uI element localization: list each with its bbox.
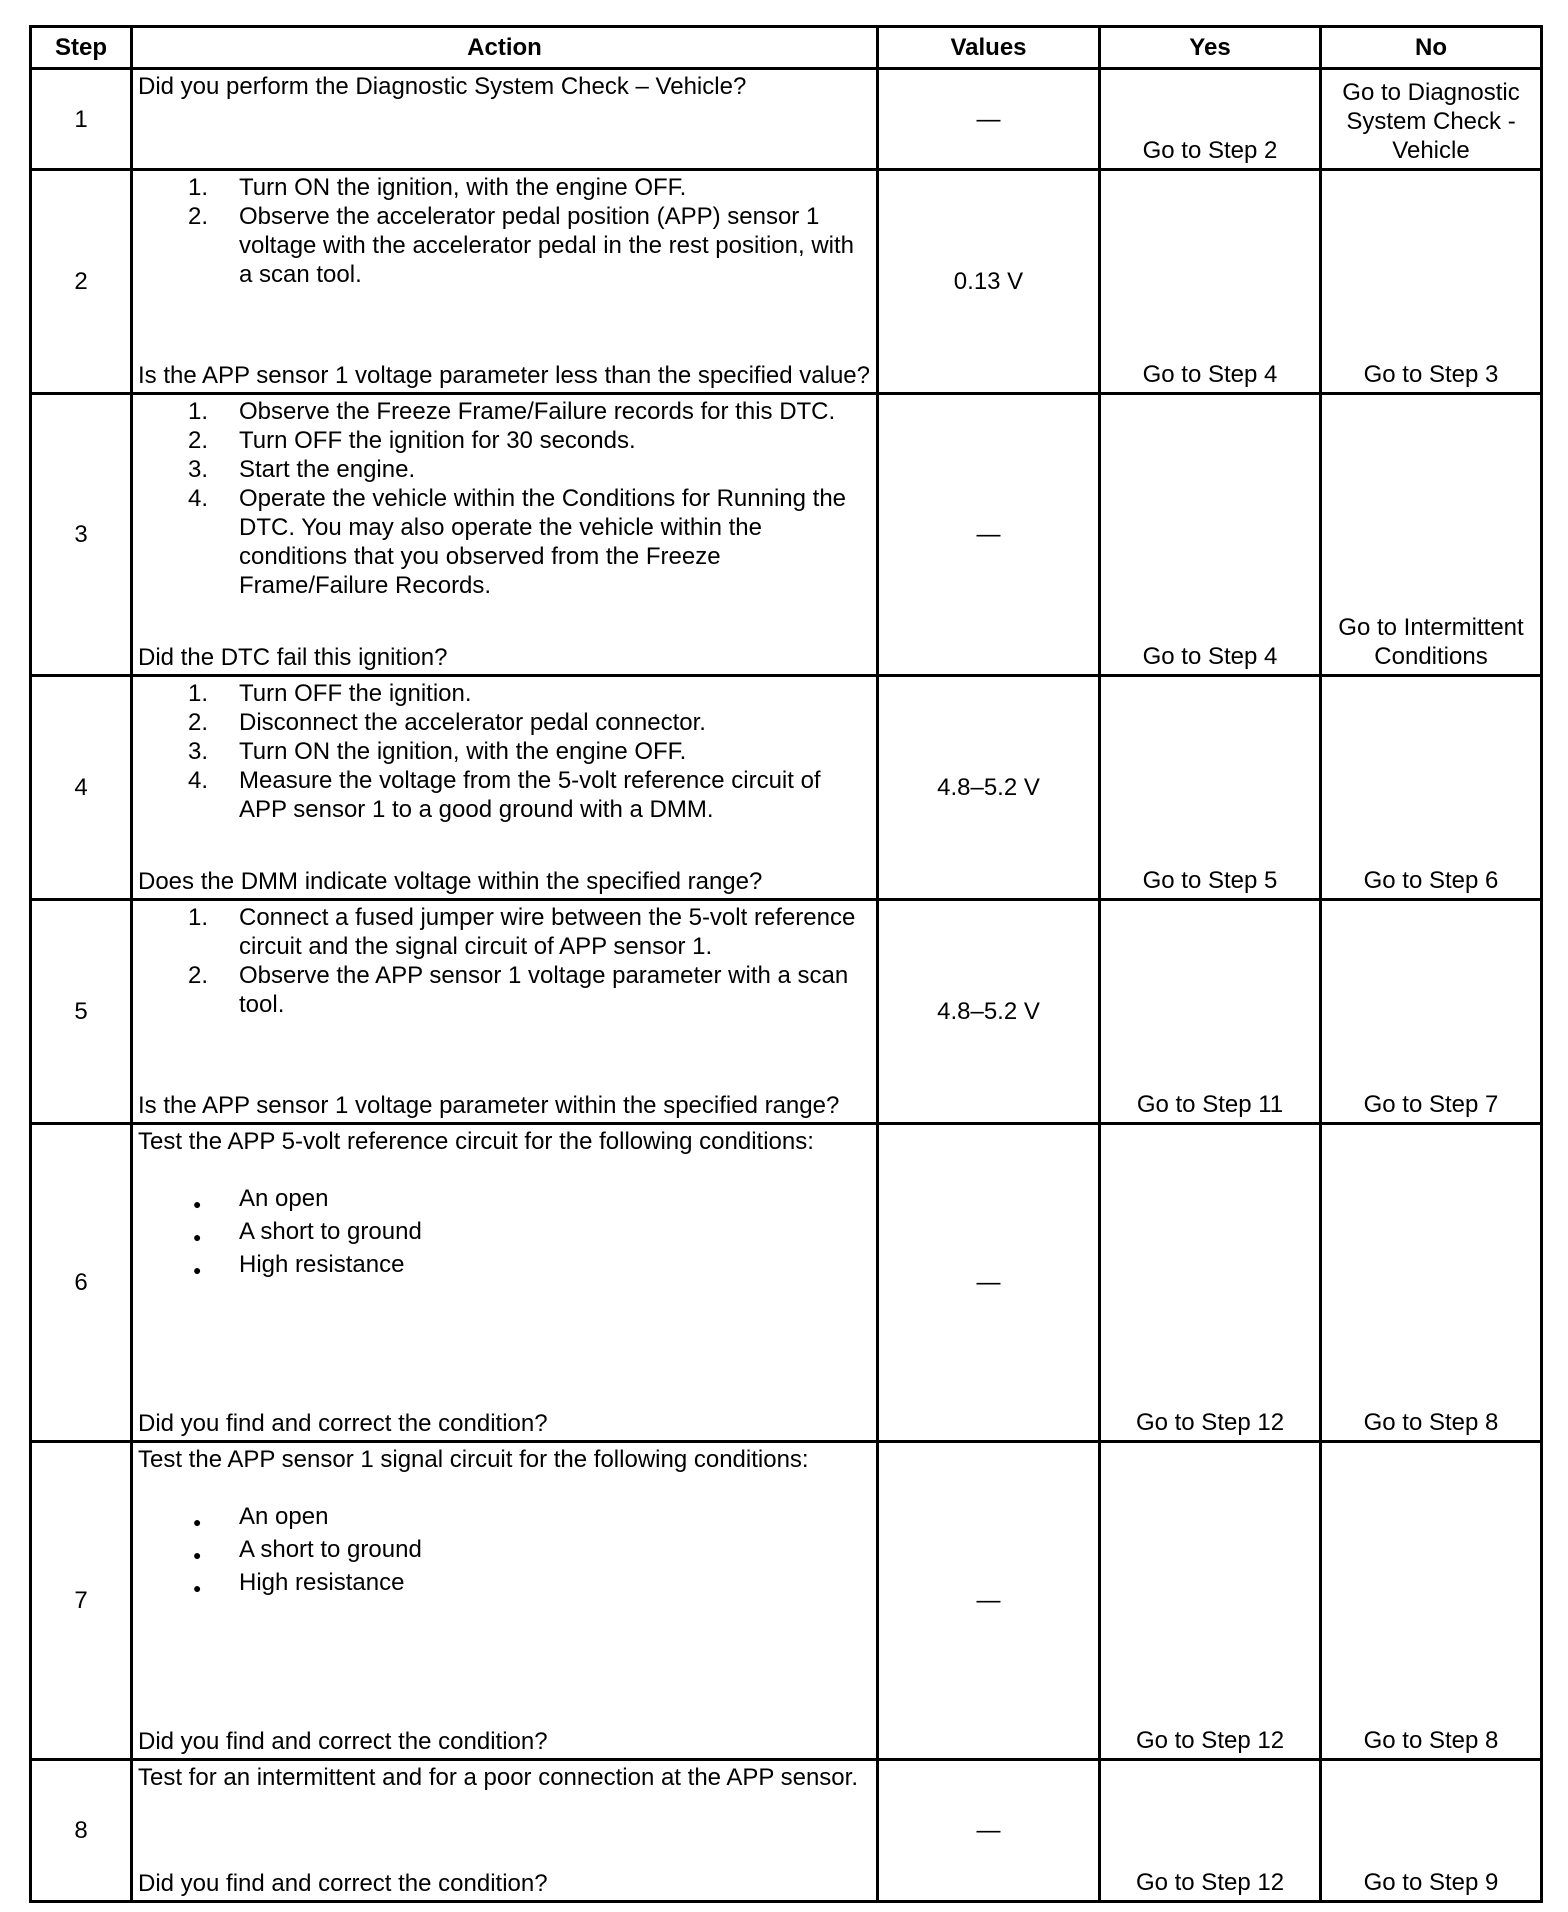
value-cell: — [878, 1442, 1100, 1760]
action-steps-list [138, 903, 872, 1019]
spacer [138, 1601, 872, 1727]
table-row [31, 1124, 1542, 1442]
yes-cell: Go to Step 11 [1100, 900, 1321, 1124]
action-steps-list [138, 397, 872, 600]
action-question: Does the DMM indicate voltage within the specified range? [138, 868, 763, 895]
action-content [133, 395, 876, 674]
action-question: Did the DTC fail this ignition? [138, 644, 448, 671]
list-item-text: Observe the Freeze Frame/Failure records for this DTC. [239, 398, 836, 425]
header-action: Action [132, 27, 878, 69]
value-cell: 4.8–5.2 V [878, 676, 1100, 900]
yes-cell: Go to Step 4 [1100, 394, 1321, 676]
no-cell: Go to Step 8 [1321, 1124, 1542, 1442]
bullet-icon: ● [193, 1262, 202, 1278]
action-cell [132, 170, 878, 394]
list-item-text: Turn ON the ignition, with the engine OFF. [239, 174, 687, 201]
spacer [138, 600, 872, 643]
value-cell: — [878, 1124, 1100, 1442]
no-cell: Go to Step 3 [1321, 170, 1542, 394]
list-item-text: High resistance [239, 1251, 405, 1278]
no-cell: Go to Diagnostic System Check - Vehicle [1321, 69, 1542, 170]
list-item [138, 903, 872, 961]
list-item-text: Operate the vehicle within the Conditions for Running the DTC. You may also operate the vehicle within the conditions that you observed from the Freeze Frame/Failure Records. [239, 485, 847, 599]
action-question: Did you find and correct the condition? [138, 1410, 548, 1437]
action-content [133, 677, 876, 898]
step-number: 6 [31, 1124, 132, 1442]
step-number: 5 [31, 900, 132, 1124]
header-row [31, 27, 1542, 69]
action-cell [132, 69, 878, 170]
list-item-text: Disconnect the accelerator pedal connector. [239, 709, 706, 736]
list-item [138, 737, 872, 766]
list-item-text: Connect a fused jumper wire between the 5-volt reference circuit and the signal circuit of APP sensor 1. [239, 904, 856, 960]
spacer [138, 1019, 872, 1091]
list-number: 1. [188, 398, 209, 425]
condition-bullet-list [138, 1184, 872, 1283]
bullet-icon: ● [193, 1229, 202, 1245]
yes-cell: Go to Step 12 [1100, 1760, 1321, 1902]
action-cell [132, 1760, 878, 1902]
list-item-text: Observe the accelerator pedal position (APP) sensor 1 voltage with the accelerator pedal in the rest position, with a scan tool. [239, 203, 855, 288]
value-cell: — [878, 69, 1100, 170]
action-lead-text: Test for an intermittent and for a poor connection at the APP sensor. [138, 1764, 858, 1791]
header-no: No [1321, 27, 1542, 69]
step-number: 4 [31, 676, 132, 900]
header-values: Values [878, 27, 1100, 69]
list-item [138, 766, 872, 824]
list-item [138, 961, 872, 1019]
value-cell: 0.13 V [878, 170, 1100, 394]
bullet-icon: ● [193, 1580, 202, 1596]
condition-bullet-list [138, 1502, 872, 1601]
yes-cell: Go to Step 5 [1100, 676, 1321, 900]
list-item [138, 1568, 872, 1597]
list-number: 2. [188, 962, 209, 989]
action-question: Did you find and correct the condition? [138, 1728, 548, 1755]
table-row [31, 1442, 1542, 1760]
diagnostic-table [29, 25, 1543, 1903]
list-item-text: Turn OFF the ignition for 30 seconds. [239, 427, 636, 454]
action-question: Did you find and correct the condition? [138, 1870, 548, 1897]
list-number: 1. [188, 680, 209, 707]
spacer [138, 1792, 872, 1869]
step-number: 1 [31, 69, 132, 170]
list-item [138, 1217, 872, 1246]
list-item [138, 173, 872, 202]
action-content [133, 901, 876, 1122]
list-number: 1. [188, 904, 209, 931]
bullet-icon: ● [193, 1547, 202, 1563]
list-item-text: Measure the voltage from the 5-volt reference circuit of APP sensor 1 to a good ground with a DMM. [239, 767, 821, 823]
list-number: 4. [188, 485, 209, 512]
table-row [31, 900, 1542, 1124]
list-item-text: Turn ON the ignition, with the engine OFF. [239, 738, 687, 765]
action-lead-text: Did you perform the Diagnostic System Check – Vehicle? [138, 73, 747, 100]
step-number: 7 [31, 1442, 132, 1760]
list-item [138, 1250, 872, 1279]
bullet-icon: ● [193, 1514, 202, 1530]
no-cell: Go to Step 7 [1321, 900, 1542, 1124]
list-item-text: An open [239, 1503, 329, 1530]
action-cell [132, 394, 878, 676]
list-item-text: A short to ground [239, 1536, 422, 1563]
list-item [138, 397, 872, 426]
value-cell: 4.8–5.2 V [878, 900, 1100, 1124]
value-cell: — [878, 394, 1100, 676]
no-cell: Go to Step 6 [1321, 676, 1542, 900]
table-row [31, 170, 1542, 394]
yes-cell: Go to Step 2 [1100, 69, 1321, 170]
action-lead-text: Test the APP sensor 1 signal circuit for the following conditions: [138, 1446, 809, 1473]
no-cell: Go to Step 9 [1321, 1760, 1542, 1902]
list-item [138, 426, 872, 455]
action-cell [132, 676, 878, 900]
yes-cell: Go to Step 12 [1100, 1442, 1321, 1760]
no-cell: Go to Intermittent Conditions [1321, 394, 1542, 676]
list-number: 2. [188, 203, 209, 230]
action-lead-text: Test the APP 5-volt reference circuit for the following conditions: [138, 1128, 814, 1155]
table-row [31, 69, 1542, 170]
spacer [138, 289, 872, 361]
action-content [133, 1443, 876, 1758]
table-row [31, 394, 1542, 676]
step-number: 8 [31, 1760, 132, 1902]
action-question: Is the APP sensor 1 voltage parameter within the specified range? [138, 1092, 840, 1119]
list-number: 4. [188, 767, 209, 794]
header-yes: Yes [1100, 27, 1321, 69]
bullet-icon: ● [193, 1196, 202, 1212]
step-number: 2 [31, 170, 132, 394]
action-cell [132, 1442, 878, 1760]
list-item-text: High resistance [239, 1569, 405, 1596]
list-item-text: Start the engine. [239, 456, 416, 483]
action-cell [132, 1124, 878, 1442]
list-item [138, 1535, 872, 1564]
no-cell: Go to Step 8 [1321, 1442, 1542, 1760]
list-item [138, 202, 872, 289]
action-content [133, 1761, 876, 1900]
list-item [138, 679, 872, 708]
spacer [138, 101, 872, 166]
list-item-text: Turn OFF the ignition. [239, 680, 472, 707]
list-item [138, 708, 872, 737]
header-step: Step [31, 27, 132, 69]
step-number: 3 [31, 394, 132, 676]
yes-cell: Go to Step 12 [1100, 1124, 1321, 1442]
action-question: Is the APP sensor 1 voltage parameter less than the specified value? [138, 362, 870, 389]
list-item [138, 455, 872, 484]
list-number: 2. [188, 427, 209, 454]
action-content [133, 1125, 876, 1440]
value-cell: — [878, 1760, 1100, 1902]
spacer [138, 1283, 872, 1409]
list-item-text: A short to ground [239, 1218, 422, 1245]
list-item-text: Observe the APP sensor 1 voltage parameter with a scan tool. [239, 962, 849, 1018]
list-number: 1. [188, 174, 209, 201]
list-item [138, 1502, 872, 1531]
action-cell [132, 900, 878, 1124]
yes-cell: Go to Step 4 [1100, 170, 1321, 394]
action-content [133, 171, 876, 392]
action-steps-list [138, 173, 872, 289]
list-item [138, 1184, 872, 1213]
action-content [133, 70, 876, 168]
list-number: 3. [188, 456, 209, 483]
list-number: 3. [188, 738, 209, 765]
action-steps-list [138, 679, 872, 824]
spacer [138, 824, 872, 867]
table-row [31, 1760, 1542, 1902]
list-item [138, 484, 872, 600]
table-row [31, 676, 1542, 900]
list-number: 2. [188, 709, 209, 736]
list-item-text: An open [239, 1185, 329, 1212]
